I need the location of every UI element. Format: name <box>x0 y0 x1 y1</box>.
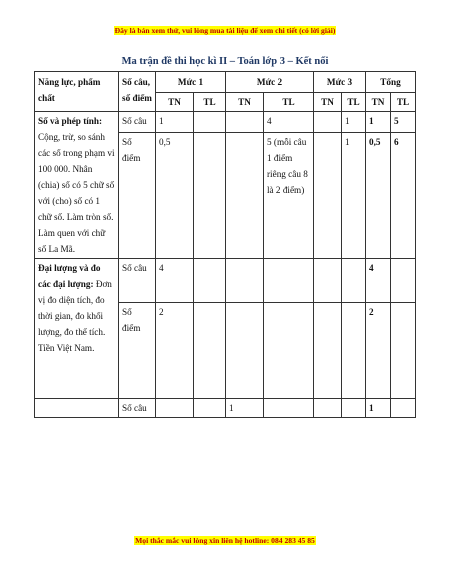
table-row <box>35 399 416 418</box>
table-cell: 4 <box>264 112 314 133</box>
subheader-cell: TL <box>194 93 226 112</box>
section-desc: Đơn vị đo diện tích, đo thời gian, đo khối lượng, đo thể tích. Tiền Việt Nam. <box>38 279 112 353</box>
header-level-3: Mức 3 <box>314 72 366 93</box>
table-cell <box>226 259 264 303</box>
table-cell: 1 <box>366 112 391 133</box>
section-desc: Cộng, trừ, so sánh các số trong phạm vi 100 000. Nhân (chia) số có 5 chữ số với (cho) số có 1 chữ số. Làm tròn số. Làm quen với chữ số La Mã. <box>38 132 115 254</box>
table-cell <box>314 112 342 133</box>
header-competency: Năng lực, phẩm chất <box>35 72 119 112</box>
table-cell <box>314 133 342 259</box>
header-total: Tổng <box>366 72 416 93</box>
table-cell <box>264 399 314 418</box>
table-cell: 5 <box>391 112 416 133</box>
table-cell <box>194 112 226 133</box>
exam-matrix-table <box>34 71 416 418</box>
subheader-cell: TL <box>391 93 416 112</box>
section-cell <box>35 112 119 259</box>
section-cell <box>35 259 119 399</box>
table-cell <box>264 303 314 399</box>
table-cell <box>264 259 314 303</box>
header-count: Số câu, số điểm <box>119 72 156 112</box>
table-cell <box>391 399 416 418</box>
table-cell <box>314 399 342 418</box>
table-cell: 0,5 <box>156 133 194 259</box>
row-label: Số câu <box>119 112 156 133</box>
table-cell <box>194 399 226 418</box>
subheader-cell: TN <box>226 93 264 112</box>
table-cell <box>226 133 264 259</box>
table-cell: 2 <box>156 303 194 399</box>
table-cell <box>156 399 194 418</box>
row-label: Số điểm <box>119 303 156 399</box>
hotline-banner-text: Mọi thắc mắc vui lòng xin liên hệ hotline: 084 283 45 85 <box>135 536 315 545</box>
table-cell: 4 <box>156 259 194 303</box>
table-cell <box>342 259 366 303</box>
table-cell: 5 (mỗi câu 1 điểm riêng câu 8 là 2 điểm) <box>264 133 314 259</box>
table-cell <box>226 303 264 399</box>
table-cell <box>342 303 366 399</box>
section-name: Số và phép tính: <box>38 116 103 126</box>
hotline-banner <box>0 536 450 545</box>
table-cell <box>342 399 366 418</box>
table-cell: 1 <box>342 112 366 133</box>
subheader-cell: TL <box>342 93 366 112</box>
table-cell: 6 <box>391 133 416 259</box>
header-level-1: Mức 1 <box>156 72 226 93</box>
table-cell: 1 <box>226 399 264 418</box>
table-row <box>35 112 416 133</box>
subheader-cell: TN <box>314 93 342 112</box>
subheader-cell: TN <box>156 93 194 112</box>
table-cell: 0,5 <box>366 133 391 259</box>
table-cell <box>391 303 416 399</box>
table-cell <box>314 259 342 303</box>
preview-banner <box>0 26 450 35</box>
table-cell <box>391 259 416 303</box>
table-row <box>35 259 416 303</box>
table-cell <box>194 133 226 259</box>
table-cell <box>226 112 264 133</box>
table-cell: 4 <box>366 259 391 303</box>
row-label: Số câu <box>119 259 156 303</box>
preview-banner-text: Đây là bản xem thử, vui lòng mua tài liệu để xem chi tiết (có lời giải) <box>114 26 336 35</box>
table-cell: 2 <box>366 303 391 399</box>
subheader-cell: TN <box>366 93 391 112</box>
section-cell <box>35 399 119 418</box>
table-cell <box>194 259 226 303</box>
subheader-cell: TL <box>264 93 314 112</box>
section-name: Đại lượng và đo các đại lượng: <box>38 263 101 289</box>
row-label: Số điểm <box>119 133 156 259</box>
table-cell <box>314 303 342 399</box>
table-cell: 1 <box>366 399 391 418</box>
table-cell <box>194 303 226 399</box>
table-cell: 1 <box>156 112 194 133</box>
header-level-2: Mức 2 <box>226 72 314 93</box>
page-title: Ma trận đề thi học kì II – Toán lớp 3 – Kết nối <box>121 56 329 67</box>
table-cell: 1 <box>342 133 366 259</box>
row-label: Số câu <box>119 399 156 418</box>
